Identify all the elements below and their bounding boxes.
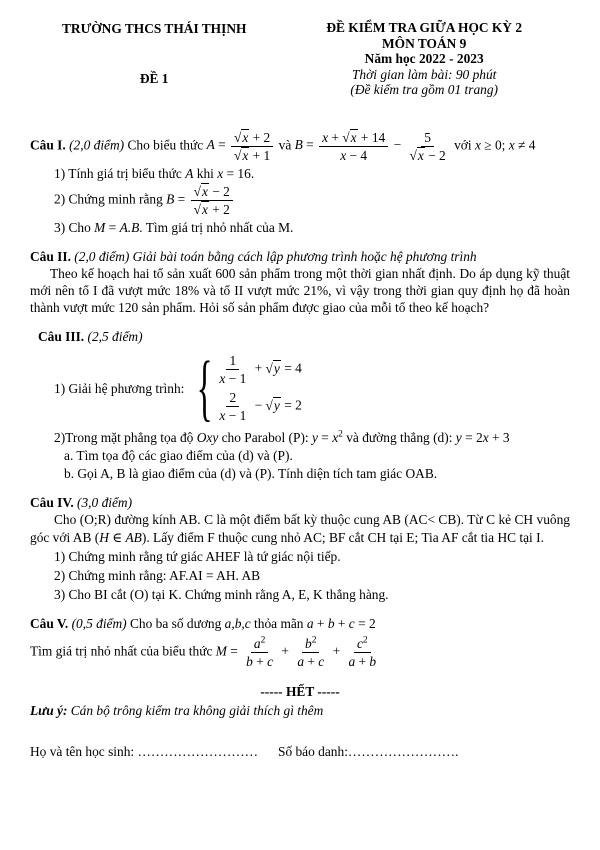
cau5-label: Câu V. [30,615,69,631]
cau3-label: Câu III. [38,329,85,345]
cau5-heading [30,615,570,632]
exam-duration: Thời gian làm bài: 90 phút [351,66,497,82]
system-brace: { [196,347,213,430]
end-marker: ----- HẾT ----- [260,683,340,699]
formula-H-in-AB: (H ∈ AB) [94,529,147,545]
cau3-item1-label: 1) Giải hệ phương trình: [54,380,185,396]
school-block [30,20,278,98]
cau5-condition: Cho ba số dương a,b,c thỏa mãn a + b + c = 2 [129,615,376,631]
cau4-body-part1: Cho (O;R) đường kính AB. C là một điểm bất kỳ thuộc cung AB (AC< CB). Từ C kẻ CH vuông góc với AB [30,512,570,545]
cau4-label: Câu IV. [30,495,74,511]
cau1-intro-text: Cho biểu thức [127,137,204,153]
section-cau-1 [30,130,570,236]
exam-pages-note: (Đề kiểm tra gồm 01 trang) [350,82,499,97]
cau2-body: Theo kế hoạch hai tổ sản xuất 600 sản phẩm trong một thời gian nhất định. Do áp dụng kỹ thuật mới nên tổ I đã vượt mức 18% và tổ II vượt mức 21%, vì vậy trong thời gian quy định họ đã hoàn thành vượt mức 120 sản phẩm. Hỏi số sản phẩm được giao của mỗi tổ theo kế hoạch? [30,265,570,316]
system-equation-2: $\frac{2}{x - 1}$ − √ y = 2 [214,390,301,423]
cau4-item-2: 2) Chứng minh rằng: AF.AI = AH. AB [54,567,261,583]
cau4-points: (3,0 điểm) [77,495,133,511]
cau5-formula-M: Tìm giá trị nhỏ nhất của biểu thức M = $\frac{a^2}{b + c}$ + $\frac{b^2}{a + c}$ + $\frac{c^2}{a + b}$ [30,635,377,669]
exam-title-block [278,20,570,98]
cau4-item-1: 1) Chứng minh rằng tứ giác AHEF là tứ giác nội tiếp. [54,548,341,564]
cau4-body [30,511,570,546]
cau2-heading [30,248,570,265]
equation-system [190,347,302,430]
cau3-item-1 [54,347,570,430]
section-cau-3 [30,328,570,482]
cau4-item-3: 3) Cho BI cắt (O) tại K. Chứng minh rằng A, E, K thẳng hàng. [54,586,389,602]
registration-number-field: Số báo danh:……………………. [278,743,459,759]
school-name: TRƯỜNG THCS THÁI THỊNH [61,21,247,36]
cau3-heading [38,328,570,345]
cau1-points: (2,0 điểm) [69,137,125,153]
cau5-points: (0,5 điểm) [71,615,127,631]
system-equation-1: $\frac{1}{x - 1}$ + √ y = 4 [214,353,301,386]
formula-condition: x ≥ 0; x ≠ 4 [474,137,536,153]
section-cau-4 [30,494,570,603]
cau3-points: (2,5 điểm) [87,329,143,345]
cau1-with: với [454,137,472,153]
exam-subject: MÔN TOÁN 9 [382,35,467,51]
cau1-label: Câu I. [30,137,66,153]
cau1-item-2: 2) Chứng minh rằng B = √ x − 2 √ x + 2 [54,184,570,217]
section-cau-2 [30,248,570,317]
student-info-line [30,743,570,760]
cau3-item-2a: a. Tìm tọa độ các giao điểm của (d) và (P). [64,448,293,464]
cau1-and: và [278,137,292,153]
cau2-points-title: (2,0 điểm) Giải bài toán bằng cách lập phương trình hoặc hệ phương trình [74,248,477,264]
footer-note-text: Cán bộ trông kiểm tra không giải thích gì thêm [67,702,324,718]
formula-expr-A: A = √ x + 2 √ x + 1 [207,137,276,152]
cau1-intro-line [30,130,570,163]
school-year: Năm học 2022 - 2023 [364,51,484,66]
exam-title: ĐỀ KIỂM TRA GIỮA HỌC KỲ 2 [326,20,523,35]
cau3-item-2: 2)Trong mặt phẳng tọa độ Oxy cho Parabol (P): $y = x^2$ và đường thẳng (d): y = 2x + 3 [54,429,510,446]
cau2-label: Câu II. [30,248,71,264]
cau1-item-3: 3) Cho M = A.B. Tìm giá trị nhỏ nhất của M. [54,219,294,235]
footer-note [30,702,570,719]
exam-code: ĐỀ 1 [139,71,169,86]
cau3-item-2b: b. Gọi A, B là giao điểm của (d) và (P). Tính diện tích tam giác OAB. [64,466,438,482]
cau4-body-part2: . Lấy điểm F thuộc cung nhỏ AC; BF cắt CH tại E; Tia AF cắt tia HC tại I. [146,529,544,545]
cau4-heading [30,494,570,511]
student-name-field: Họ và tên học sinh: ……………………… [30,743,258,759]
cau1-item-1: 1) Tính giá trị biểu thức A khi x = 16. [54,165,255,181]
formula-expr-B: B = $\frac{x + √ x + 14}{x - 4}$ − 5 √ x − 2 [295,137,451,152]
section-cau-5 [30,615,570,669]
footer-note-label: Lưu ý: [30,702,68,718]
document-header [30,20,570,98]
